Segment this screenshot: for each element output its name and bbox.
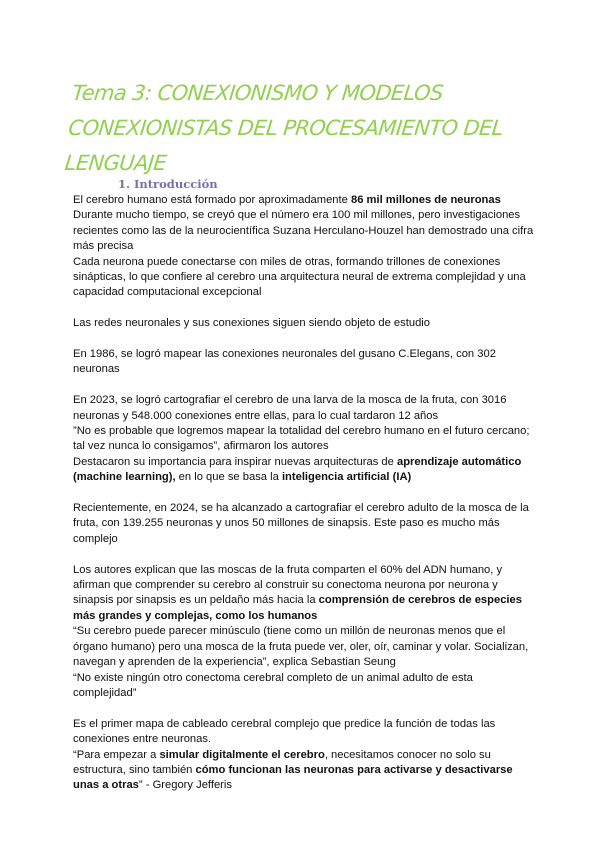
- text-run: El cerebro humano está formado por aproximadamente: [73, 194, 351, 206]
- bold-text: aprendizaje automático (machine learning),: [73, 455, 522, 484]
- text-run: Cada neurona puede conectarse con miles de otras, formando trillones de conexiones sinápticas, lo que confiere al cerebro una arquitectura neural de extrema complejidad y una capacidad computacional excepcional: [73, 255, 526, 299]
- text-run: En 1986, se logró mapear las conexiones neuronales del gusano C.Elegans, con 302 neuronas: [73, 348, 496, 376]
- bold-text: comprensión de cerebros de especies más grandes y complejas, como los humanos: [73, 594, 522, 622]
- text-run: Durante mucho tiempo, se creyó que el número era 100 mil millones, pero investigaciones recientes como las de la neurocientífica Suzana Herculano-Houzel han demostrado una cifra más precisa: [73, 209, 534, 253]
- paragraph-p2: [73, 208, 535, 254]
- text-run: ” - Gregory Jefferis: [138, 779, 232, 792]
- title-line-1: Tema 3: CONEXIONISMO Y MODELOS: [70, 81, 445, 105]
- paragraph-p14: [73, 748, 535, 794]
- paragraph-p10: [73, 563, 535, 625]
- text-run: Las redes neuronales y sus conexiones siguen siendo objeto de estudio: [73, 317, 431, 330]
- paragraph-p4: [73, 316, 535, 331]
- title-line-2: CONEXIONISTAS DEL PROCESAMIENTO DEL: [67, 116, 505, 140]
- document-body: [73, 193, 535, 794]
- bold-text: simular digitalmente el cerebro: [159, 748, 325, 761]
- paragraph-p1: [73, 193, 535, 208]
- bold-text: cómo funcionan las neuronas para activarse y desactivarse unas a otras: [73, 763, 513, 792]
- paragraph-p5: [73, 347, 535, 378]
- text-run: en lo que se basa la: [175, 471, 282, 484]
- page-title: [63, 76, 584, 181]
- text-run: , necesitamos conocer no solo su estructura, sino también: [73, 748, 491, 776]
- text-run: ”No es probable que logremos mapear la totalidad del cerebro humano en el futuro cercano; tal vez nunca lo consigamos”, afirmaron los autores: [73, 425, 530, 453]
- paragraph-p13: [73, 717, 535, 748]
- paragraph-p11: [73, 624, 535, 670]
- bold-text: 86 mil millones de neuronas: [350, 194, 501, 206]
- text-run: “No existe ningún otro conectoma cerebral completo de un animal adulto de esta complejidad”: [73, 671, 473, 699]
- paragraph-p9: [73, 501, 535, 547]
- text-run: “Su cerebro puede parecer minúsculo (tiene como un millón de neuronas menos que el órgano humano) pero una mosca de la fruta puede ver, oler, oír, caminar y volar. Socializan, navegan y aprenden de la experiencia”, explica Sebastian Seung: [73, 625, 529, 669]
- title-line-3: LENGUAJE: [63, 151, 168, 175]
- text-run: “Para empezar a: [73, 748, 160, 761]
- paragraph-p3: [73, 255, 535, 301]
- text-run: Los autores explican que las moscas de la fruta comparten el 60% del ADN humano, y afirman que comprender su cerebro al construir su conectoma neurona por neurona y sinapsis por sinapsis es un peldaño más hacia la: [73, 563, 503, 607]
- text-run: Destacaron su importancia para inspirar nuevas arquitecturas de: [73, 455, 397, 468]
- text-run: Recientemente, en 2024, se ha alcanzado a cartografiar el cerebro adulto de la mosca de la fruta, con 139.255 neuronas y unos 50 millones de sinapsis. Este paso es mucho más complejo: [73, 502, 529, 545]
- paragraph-p7: [73, 424, 535, 455]
- text-run: En 2023, se logró cartografiar el cerebro de una larva de la mosca de la fruta, con 3016 neuronas y 548.000 conexiones entre ellas, para lo cual tardaron 12 años: [73, 394, 507, 422]
- text-run: Es el primer mapa de cableado cerebral complejo que predice la función de todas las conexiones entre neuronas.: [73, 717, 496, 746]
- paragraph-p6: [73, 393, 535, 424]
- bold-text: inteligencia artificial (IA): [281, 471, 412, 484]
- paragraph-p12: [73, 671, 535, 702]
- section-heading: 1. Introducción: [118, 177, 218, 191]
- paragraph-p8: [73, 455, 535, 486]
